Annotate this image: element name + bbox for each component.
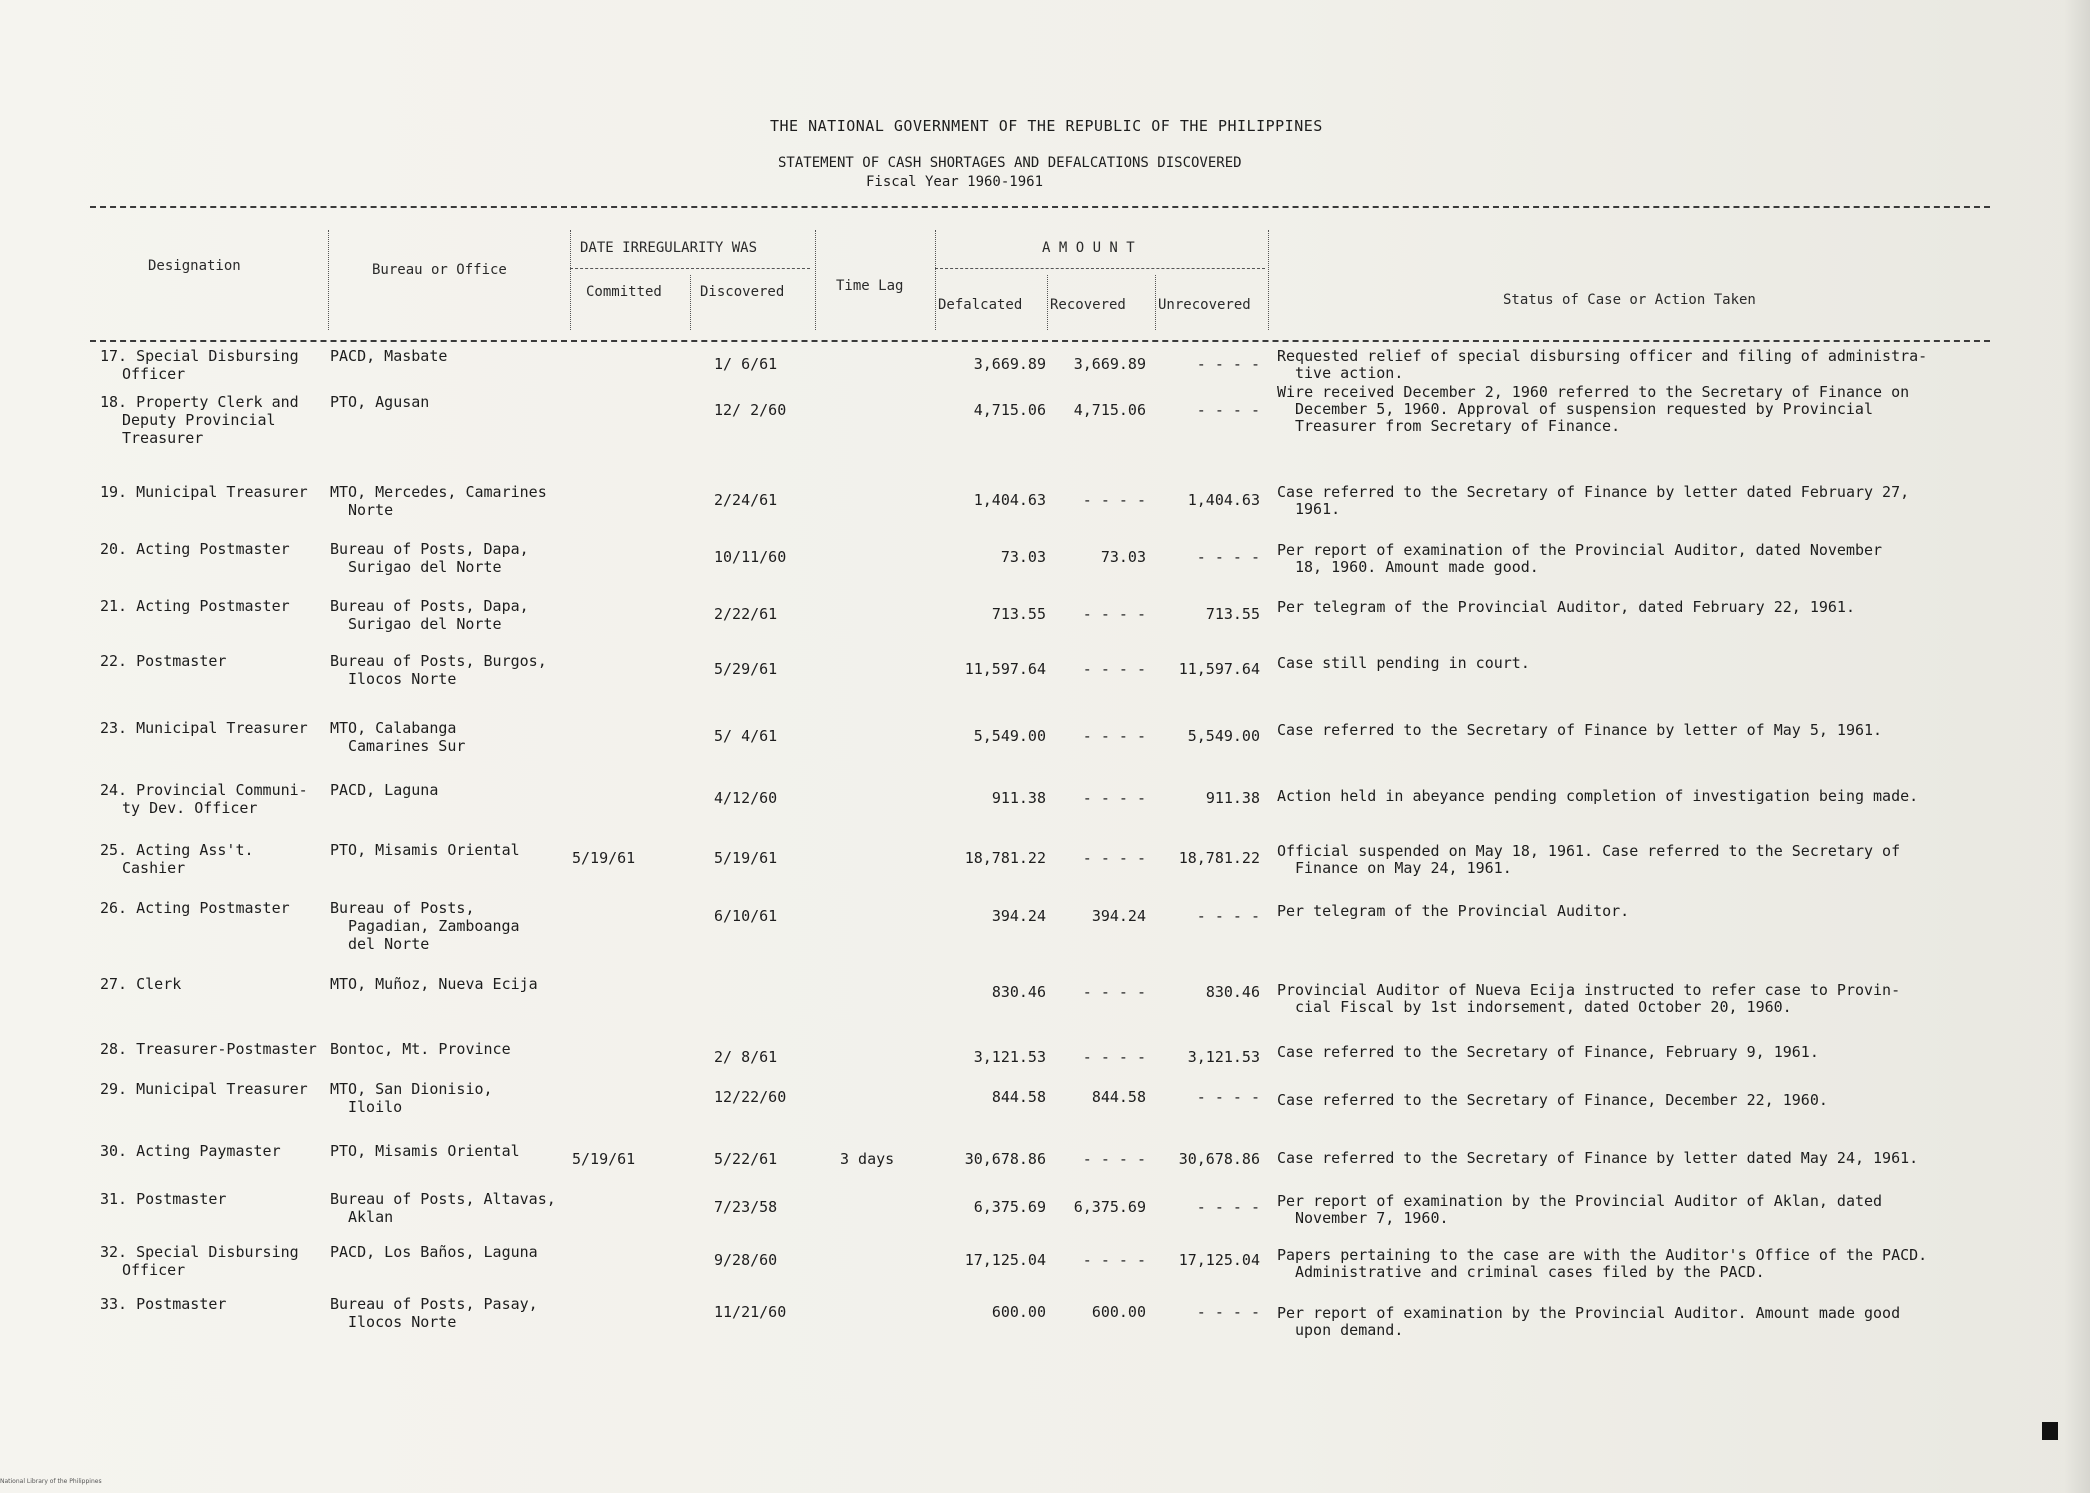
cell-bureau (330, 483, 547, 519)
cell-committed (572, 849, 635, 867)
col-sep (1155, 275, 1156, 330)
cell-line: - - - - (1082, 1150, 1146, 1168)
cell-bureau (330, 841, 520, 859)
cell-unrecovered (1140, 1303, 1260, 1321)
cell-line: 4/12/60 (714, 789, 778, 807)
status-line: November 7, 1960. (1295, 1209, 1449, 1227)
status-line: cial Fiscal by 1st indorsement, dated October 20, 1960. (1295, 998, 1792, 1016)
cell-line: 5/19/61 (572, 849, 636, 867)
cell-designation (100, 1040, 317, 1058)
cell-recovered (1026, 1088, 1146, 1106)
cell-discovered (714, 907, 777, 925)
cell-unrecovered (1140, 983, 1260, 1001)
cell-line: 18. Property Clerk and (100, 393, 299, 411)
cell-line: 4,715.06 (973, 401, 1046, 419)
status-line: Action held in abeyance pending completion of investigation being made. (1277, 787, 1919, 805)
cell-status (1277, 384, 1909, 435)
col-sep (935, 230, 936, 330)
cell-line: 21. Acting Postmaster (100, 597, 290, 615)
scan-edge-shadow (2064, 0, 2090, 1493)
cell-bureau (330, 652, 547, 688)
cell-designation (100, 347, 299, 383)
status-line: Per report of examination of the Provincial Auditor, dated November (1277, 541, 1883, 559)
cell-status (1277, 484, 1909, 518)
cell-status (1277, 788, 1918, 805)
cell-line: - - - - (1082, 849, 1146, 867)
status-line: Papers pertaining to the case are with the Auditor's Office of the PACD. (1277, 1246, 1928, 1264)
cell-recovered (1026, 355, 1146, 373)
cell-line: 7/23/58 (714, 1198, 778, 1216)
status-line: 18, 1960. Amount made good. (1295, 558, 1539, 576)
cell-discovered (714, 1048, 777, 1066)
cell-recovered (1026, 907, 1146, 925)
cell-bureau (330, 1190, 556, 1226)
cell-discovered (714, 491, 777, 509)
cell-line: 9/28/60 (714, 1251, 778, 1269)
cell-designation (100, 1142, 281, 1160)
cell-line: Officer (122, 365, 186, 383)
cell-discovered (714, 660, 777, 678)
cell-line: Deputy Provincial (122, 411, 276, 429)
cell-line: 713.55 (1205, 605, 1260, 623)
cell-status (1277, 722, 1882, 739)
cell-line: - - - - (1196, 355, 1260, 373)
cell-line: 30,678.86 (964, 1150, 1046, 1168)
cell-recovered (1026, 727, 1146, 745)
cell-unrecovered (1140, 548, 1260, 566)
status-line: Finance on May 24, 1961. (1295, 859, 1512, 877)
cell-bureau (330, 781, 438, 799)
status-line: Case still pending in court. (1277, 654, 1530, 672)
amount-group-rule (935, 268, 1265, 269)
cell-line: MTO, Calabanga (330, 719, 457, 737)
cell-line: 911.38 (991, 789, 1046, 807)
col-recovered: Recovered (1050, 297, 1126, 313)
cell-line: - - - - (1196, 401, 1260, 419)
cell-line: PACD, Los Baños, Laguna (330, 1243, 538, 1261)
cell-discovered (714, 355, 777, 373)
cell-line: PTO, Misamis Oriental (330, 841, 520, 859)
cell-line: 25. Acting Ass't. (100, 841, 254, 859)
status-line: 1961. (1295, 500, 1341, 518)
cell-line: - - - - (1082, 1251, 1146, 1269)
cell-bureau (330, 719, 465, 755)
col-amount-group: A M O U N T (1042, 240, 1135, 256)
cell-line: 3 days (840, 1150, 895, 1168)
cell-designation (100, 1243, 299, 1279)
cell-line: Bureau of Posts, Altavas, (330, 1190, 556, 1208)
cell-status (1277, 903, 1629, 920)
cell-line: - - - - (1196, 1198, 1260, 1216)
status-line: Administrative and criminal cases filed by the PACD. (1295, 1263, 1765, 1281)
cell-unrecovered (1140, 1198, 1260, 1216)
cell-status (1277, 1150, 1918, 1167)
col-bureau: Bureau or Office (372, 262, 507, 278)
cell-bureau (330, 597, 529, 633)
cell-line: Bureau of Posts, Dapa, (330, 597, 529, 615)
cell-line: 22. Postmaster (100, 652, 227, 670)
cell-line: Surigao del Norte (348, 615, 502, 633)
status-line: Per report of examination by the Provincial Auditor. Amount made good (1277, 1304, 1901, 1322)
cell-line: PACD, Laguna (330, 781, 439, 799)
col-defalcated: Defalcated (938, 297, 1023, 313)
col-sep (1047, 275, 1048, 330)
cell-line: 5/19/61 (572, 1150, 636, 1168)
cell-line: 911.38 (1205, 789, 1260, 807)
cell-status (1277, 1305, 1900, 1339)
cell-line: Bureau of Posts, (330, 899, 475, 917)
cell-bureau (330, 1295, 538, 1331)
cell-line: 18,781.22 (964, 849, 1046, 867)
cell-line: Bureau of Posts, Dapa, (330, 540, 529, 558)
cell-unrecovered (1140, 660, 1260, 678)
cell-line: - - - - (1082, 1048, 1146, 1066)
cell-line: 17. Special Disbursing (100, 347, 299, 365)
cell-line: Bontoc, Mt. Province (330, 1040, 511, 1058)
cell-unrecovered (1140, 491, 1260, 509)
cell-recovered (1026, 401, 1146, 419)
cell-discovered (714, 727, 777, 745)
cell-designation (100, 975, 181, 993)
cell-recovered (1026, 1198, 1146, 1216)
cell-line: 2/ 8/61 (714, 1048, 778, 1066)
cell-line: 2/24/61 (714, 491, 778, 509)
cell-discovered (714, 1198, 777, 1216)
cell-line: 1/ 6/61 (714, 355, 778, 373)
cell-line: ty Dev. Officer (122, 799, 258, 817)
col-sep (690, 275, 691, 330)
date-group-rule (570, 268, 810, 269)
cell-line: - - - - (1196, 548, 1260, 566)
cell-line: 3,121.53 (973, 1048, 1046, 1066)
cell-line: Iloilo (348, 1098, 403, 1116)
cell-line: 2/22/61 (714, 605, 778, 623)
cell-unrecovered (1140, 849, 1260, 867)
cell-discovered (714, 1088, 786, 1106)
cell-line: 31. Postmaster (100, 1190, 227, 1208)
cell-status (1277, 348, 1927, 382)
cell-line: Cashier (122, 859, 186, 877)
cell-line: 3,669.89 (973, 355, 1046, 373)
cell-bureau (330, 1142, 520, 1160)
title-line-1: THE NATIONAL GOVERNMENT OF THE REPUBLIC OF THE PHILIPPINES (770, 117, 1323, 135)
cell-bureau (330, 1040, 511, 1058)
cell-line: PTO, Agusan (330, 393, 430, 411)
status-line: December 5, 1960. Approval of suspension requested by Provincial (1295, 400, 1873, 418)
cell-status (1277, 982, 1900, 1016)
cell-line: 10/11/60 (714, 548, 787, 566)
cell-line: 5,549.00 (973, 727, 1046, 745)
status-line: Case referred to the Secretary of Finance, February 9, 1961. (1277, 1043, 1819, 1061)
cell-bureau (330, 540, 529, 576)
cell-line: 11,597.64 (964, 660, 1046, 678)
cell-line: Officer (122, 1261, 186, 1279)
cell-designation (100, 483, 308, 501)
status-line: upon demand. (1295, 1321, 1404, 1339)
cell-line: 394.24 (991, 907, 1046, 925)
cell-unrecovered (1140, 1048, 1260, 1066)
col-designation: Designation (148, 258, 241, 274)
cell-line: 5/29/61 (714, 660, 778, 678)
cell-line: 33. Postmaster (100, 1295, 227, 1313)
cell-line: 28. Treasurer-Postmaster (100, 1040, 317, 1058)
cell-line: - - - - (1196, 1303, 1260, 1321)
cell-line: 4,715.06 (1073, 401, 1146, 419)
cell-line: 600.00 (1091, 1303, 1146, 1321)
cell-line: 6,375.69 (1073, 1198, 1146, 1216)
scan-mark (2042, 1422, 2058, 1440)
col-sep (815, 230, 816, 330)
cell-recovered (1026, 789, 1146, 807)
col-unrecovered: Unrecovered (1158, 297, 1251, 313)
col-status: Status of Case or Action Taken (1503, 292, 1756, 308)
cell-line: Camarines Sur (348, 737, 466, 755)
status-line: Case referred to the Secretary of Finance by letter dated May 24, 1961. (1277, 1149, 1919, 1167)
cell-recovered (1026, 1303, 1146, 1321)
cell-line: 5/ 4/61 (714, 727, 778, 745)
cell-unrecovered (1140, 1251, 1260, 1269)
cell-line: 5/22/61 (714, 1150, 778, 1168)
title-line-3: Fiscal Year 1960-1961 (866, 174, 1044, 190)
cell-discovered (714, 1251, 777, 1269)
cell-line: Pagadian, Zamboanga (348, 917, 520, 935)
cell-line: 6/10/61 (714, 907, 778, 925)
cell-line: PACD, Masbate (330, 347, 448, 365)
cell-line: - - - - (1082, 983, 1146, 1001)
status-line: Requested relief of special disbursing officer and filing of administra- (1277, 347, 1928, 365)
cell-recovered (1026, 1251, 1146, 1269)
cell-discovered (714, 789, 777, 807)
cell-line: 26. Acting Postmaster (100, 899, 290, 917)
status-line: Provincial Auditor of Nueva Ecija instructed to refer case to Provin- (1277, 981, 1901, 999)
col-sep (328, 230, 329, 330)
cell-unrecovered (1140, 1150, 1260, 1168)
cell-line: - - - - (1196, 907, 1260, 925)
cell-line: 11,597.64 (1178, 660, 1260, 678)
cell-line: 23. Municipal Treasurer (100, 719, 308, 737)
col-sep (1268, 230, 1269, 330)
cell-status (1277, 1044, 1819, 1061)
cell-discovered (714, 401, 786, 419)
cell-line: MTO, Muñoz, Nueva Ecija (330, 975, 538, 993)
cell-line: 73.03 (1000, 548, 1046, 566)
header-bottom-rule (90, 340, 1990, 342)
cell-designation (100, 652, 226, 670)
cell-unrecovered (1140, 789, 1260, 807)
cell-designation (100, 597, 290, 615)
cell-recovered (1026, 983, 1146, 1001)
cell-line: - - - - (1196, 1088, 1260, 1106)
cell-recovered (1026, 491, 1146, 509)
cell-line: - - - - (1082, 605, 1146, 623)
cell-time-lag (840, 1150, 894, 1168)
cell-line: 17,125.04 (1178, 1251, 1260, 1269)
status-line: Treasurer from Secretary of Finance. (1295, 417, 1621, 435)
cell-designation (100, 841, 254, 877)
cell-status (1277, 655, 1530, 672)
cell-line: 11/21/60 (714, 1303, 787, 1321)
cell-line: 12/ 2/60 (714, 401, 787, 419)
cell-recovered (1026, 849, 1146, 867)
cell-line: 32. Special Disbursing (100, 1243, 299, 1261)
cell-line: 17,125.04 (964, 1251, 1046, 1269)
col-date-group: DATE IRREGULARITY WAS (580, 240, 758, 256)
status-line: Case referred to the Secretary of Finance by letter dated February 27, (1277, 483, 1910, 501)
cell-bureau (330, 1243, 538, 1261)
cell-discovered (714, 605, 777, 623)
cell-status (1277, 843, 1900, 877)
cell-bureau (330, 1080, 493, 1116)
cell-line: 30. Acting Paymaster (100, 1142, 281, 1160)
cell-line: MTO, Mercedes, Camarines (330, 483, 547, 501)
cell-line: 6,375.69 (973, 1198, 1046, 1216)
cell-line: del Norte (348, 935, 430, 953)
cell-designation (100, 393, 299, 447)
cell-line: 830.46 (1205, 983, 1260, 1001)
status-line: Per telegram of the Provincial Auditor, dated February 22, 1961. (1277, 598, 1855, 616)
cell-designation (100, 1080, 308, 1098)
cell-line: 394.24 (1091, 907, 1146, 925)
cell-line: Ilocos Norte (348, 670, 457, 688)
cell-line: 73.03 (1100, 548, 1146, 566)
cell-discovered (714, 548, 786, 566)
title-line-2: STATEMENT OF CASH SHORTAGES AND DEFALCATIONS DISCOVERED (778, 155, 1242, 171)
cell-line: 830.46 (991, 983, 1046, 1001)
cell-bureau (330, 899, 520, 953)
status-line: Per telegram of the Provincial Auditor. (1277, 902, 1630, 920)
cell-recovered (1026, 1150, 1146, 1168)
cell-line: Surigao del Norte (348, 558, 502, 576)
cell-line: 3,669.89 (1073, 355, 1146, 373)
cell-line: PTO, Misamis Oriental (330, 1142, 520, 1160)
cell-designation (100, 540, 290, 558)
cell-unrecovered (1140, 727, 1260, 745)
cell-unrecovered (1140, 1088, 1260, 1106)
cell-unrecovered (1140, 401, 1260, 419)
footer-credit: National Library of the Philippines (0, 1478, 102, 1485)
cell-line: 29. Municipal Treasurer (100, 1080, 308, 1098)
col-discovered: Discovered (700, 284, 785, 300)
cell-designation (100, 899, 290, 917)
header-top-rule (90, 206, 1990, 208)
cell-line: 27. Clerk (100, 975, 182, 993)
cell-status (1277, 1193, 1882, 1227)
cell-line: Bureau of Posts, Pasay, (330, 1295, 538, 1313)
cell-line: 1,404.63 (973, 491, 1046, 509)
status-line: Case referred to the Secretary of Finance by letter of May 5, 1961. (1277, 721, 1883, 739)
cell-status (1277, 1092, 1828, 1109)
cell-recovered (1026, 548, 1146, 566)
cell-unrecovered (1140, 907, 1260, 925)
cell-discovered (714, 1150, 777, 1168)
cell-line: 844.58 (1091, 1088, 1146, 1106)
cell-line: 12/22/60 (714, 1088, 787, 1106)
cell-recovered (1026, 1048, 1146, 1066)
cell-line: 1,404.63 (1187, 491, 1260, 509)
cell-line: MTO, San Dionisio, (330, 1080, 493, 1098)
col-committed: Committed (586, 284, 662, 300)
col-sep (570, 230, 571, 330)
cell-designation (100, 1190, 226, 1208)
cell-bureau (330, 393, 429, 411)
cell-line: - - - - (1082, 727, 1146, 745)
cell-line: 18,781.22 (1178, 849, 1260, 867)
cell-status (1277, 542, 1882, 576)
cell-committed (572, 1150, 635, 1168)
cell-line: Treasurer (122, 429, 204, 447)
cell-bureau (330, 347, 447, 365)
cell-line: 5,549.00 (1187, 727, 1260, 745)
cell-discovered (714, 849, 777, 867)
cell-line: 844.58 (991, 1088, 1046, 1106)
cell-line: Norte (348, 501, 394, 519)
status-line: tive action. (1295, 364, 1404, 382)
cell-line: Bureau of Posts, Burgos, (330, 652, 547, 670)
status-line: Wire received December 2, 1960 referred to the Secretary of Finance on (1277, 383, 1910, 401)
cell-line: Ilocos Norte (348, 1313, 457, 1331)
cell-line: 19. Municipal Treasurer (100, 483, 308, 501)
cell-line: 20. Acting Postmaster (100, 540, 290, 558)
cell-line: - - - - (1082, 789, 1146, 807)
cell-bureau (330, 975, 538, 993)
cell-recovered (1026, 605, 1146, 623)
cell-unrecovered (1140, 605, 1260, 623)
cell-line: 30,678.86 (1178, 1150, 1260, 1168)
cell-status (1277, 599, 1855, 616)
cell-line: - - - - (1082, 660, 1146, 678)
status-line: Official suspended on May 18, 1961. Case referred to the Secretary of (1277, 842, 1901, 860)
cell-line: Aklan (348, 1208, 394, 1226)
cell-discovered (714, 1303, 786, 1321)
status-line: Case referred to the Secretary of Finance, December 22, 1960. (1277, 1091, 1828, 1109)
cell-line: 600.00 (991, 1303, 1046, 1321)
cell-designation (100, 781, 308, 817)
cell-recovered (1026, 660, 1146, 678)
cell-status (1277, 1247, 1927, 1281)
cell-designation (100, 1295, 226, 1313)
cell-unrecovered (1140, 355, 1260, 373)
col-time-lag: Time Lag (836, 278, 904, 294)
cell-line: 3,121.53 (1187, 1048, 1260, 1066)
status-line: Per report of examination by the Provincial Auditor of Aklan, dated (1277, 1192, 1883, 1210)
cell-line: 713.55 (991, 605, 1046, 623)
cell-line: 5/19/61 (714, 849, 778, 867)
cell-designation (100, 719, 308, 737)
cell-line: - - - - (1082, 491, 1146, 509)
cell-line: 24. Provincial Communi- (100, 781, 308, 799)
